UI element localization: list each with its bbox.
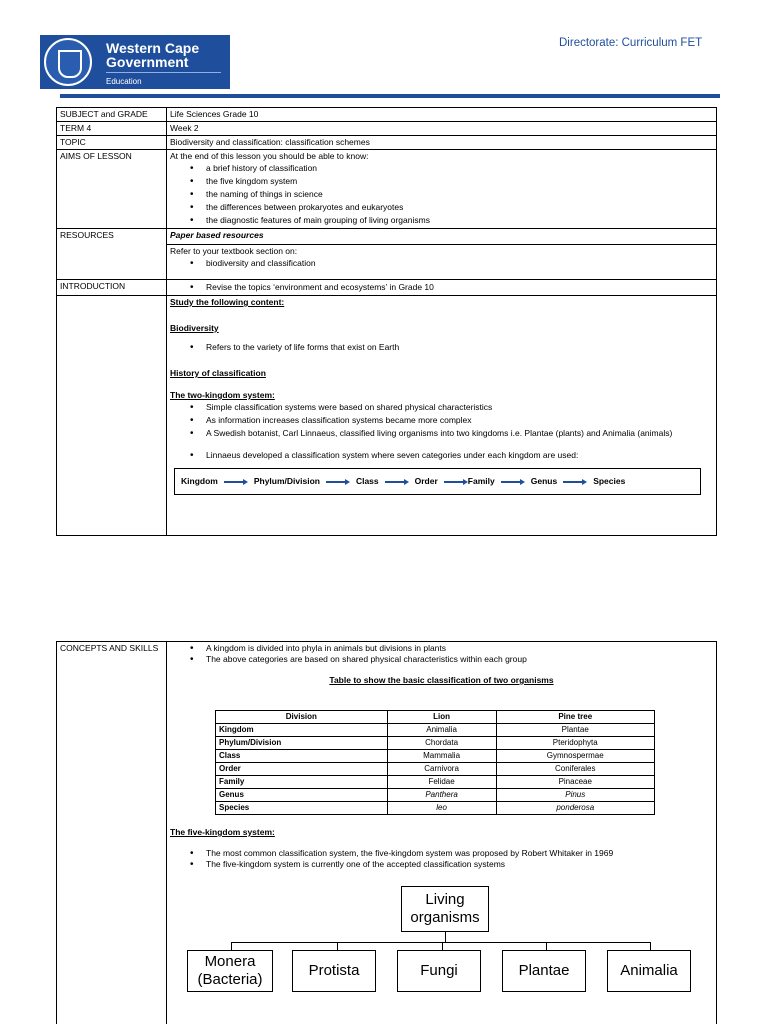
table-row: [57, 150, 717, 229]
header-lion: Lion: [387, 711, 496, 724]
list-item: • the five kingdom system: [190, 175, 713, 188]
table-cell: leo: [387, 802, 496, 815]
header-division: Division: [216, 711, 388, 724]
table-cell: ponderosa: [496, 802, 655, 815]
table-cell: Pteridophyta: [496, 737, 655, 750]
table-row: [216, 750, 655, 763]
kingdom-box-animalia: Animalia: [607, 950, 691, 992]
table-row: [216, 763, 655, 776]
kingdom-box-fungi: Fungi: [397, 950, 481, 992]
table-cell: Animalia: [387, 724, 496, 737]
arrow-right-icon: [326, 478, 350, 486]
concepts-cell: [167, 642, 717, 1024]
table-row: [57, 296, 717, 536]
subject-value: Life Sciences Grade 10: [167, 108, 717, 122]
table-cell: Plantae: [496, 724, 655, 737]
arrow-right-icon: [563, 478, 587, 486]
arrow-right-icon: [224, 478, 248, 486]
table-row: [57, 136, 717, 150]
hierarchy-order: Order: [414, 476, 438, 486]
tree-connector: [231, 942, 650, 943]
topic-value: Biodiversity and classification: classification schemes: [167, 136, 717, 150]
concepts-label: CONCEPTS AND SKILLS: [57, 642, 167, 1024]
table-cell: Panthera: [387, 789, 496, 802]
table-cell: Genus: [216, 789, 388, 802]
subject-label: SUBJECT and GRADE: [57, 108, 167, 122]
taxonomy-hierarchy: [174, 468, 701, 495]
table-cell: Pinaceae: [496, 776, 655, 789]
table-cell: Carnivora: [387, 763, 496, 776]
history-heading: History of classification: [170, 368, 266, 378]
hierarchy-kingdom: Kingdom: [181, 476, 218, 486]
table-cell: Phylum/Division: [216, 737, 388, 750]
org-name-line2: Government: [106, 54, 189, 70]
classification-table: [215, 710, 655, 815]
table-cell: Class: [216, 750, 388, 763]
term-label: TERM 4: [57, 122, 167, 136]
table-cell: Family: [216, 776, 388, 789]
resources-label: RESOURCES: [57, 229, 167, 280]
list-item: • Linnaeus developed a classification system where seven categories under each kingdom are used:: [190, 449, 713, 462]
tree-connector: [546, 942, 547, 950]
two-kingdom-heading: The two-kingdom system:: [170, 390, 275, 400]
tree-connector: [231, 942, 232, 950]
list-item: • the diagnostic features of main grouping of living organisms: [190, 214, 713, 227]
kingdom-box-monera: Monera (Bacteria): [187, 950, 273, 992]
hierarchy-genus: Genus: [530, 476, 558, 486]
refer-intro: Refer to your textbook section on:: [170, 246, 298, 256]
tree-connector: [442, 942, 443, 950]
hierarchy-class: Class: [355, 476, 379, 486]
wcg-logo: [40, 35, 230, 89]
aims-intro: At the end of this lesson you should be able to know:: [170, 151, 369, 161]
classification-table-title: Table to show the basic classification of two organisms: [329, 675, 554, 685]
root-line2: organisms: [410, 909, 480, 926]
table-row: [57, 229, 717, 245]
table-cell: Gymnospermae: [496, 750, 655, 763]
table-row: [57, 122, 717, 136]
header-pine-tree: Pine tree: [496, 711, 655, 724]
five-kingdom-list: [170, 848, 713, 870]
table-row: [57, 642, 717, 1024]
list-item: • The most common classification system, the five-kingdom system was proposed by Robert Whitaker in 1969: [190, 848, 713, 859]
table-cell: Pinus: [496, 789, 655, 802]
arrow-right-icon: [444, 478, 468, 486]
table-cell: Species: [216, 802, 388, 815]
biodiversity-heading: Biodiversity: [170, 323, 219, 333]
five-kingdom-diagram: [170, 886, 713, 1001]
refer-list: [170, 257, 713, 270]
content-cell: [167, 296, 717, 536]
kingdom-box-protista: Protista: [292, 950, 376, 992]
table-row: [216, 789, 655, 802]
list-item: • a brief history of classification: [190, 162, 713, 175]
table-cell: Chordata: [387, 737, 496, 750]
table-row: [216, 737, 655, 750]
concepts-list: [170, 643, 713, 665]
list-item: • the differences between prokaryotes and eukaryotes: [190, 201, 713, 214]
directorate-label: Directorate: Curriculum FET: [559, 37, 703, 49]
hierarchy-phylum: Phylum/Division: [253, 476, 320, 486]
org-name-line1: Western Cape: [106, 40, 200, 56]
arrow-right-icon: [501, 478, 525, 486]
table-row: [216, 776, 655, 789]
tree-connector: [650, 942, 651, 950]
org-department: Education: [106, 77, 142, 86]
list-item: • Refers to the variety of life forms that exist on Earth: [190, 341, 713, 354]
list-item: • A Swedish botanist, Carl Linnaeus, classified living organisms into two kingdoms i.e. Plantae (plants) and Animalia (animals): [190, 427, 693, 440]
table-cell: Order: [216, 763, 388, 776]
list-item: • Revise the topics ‘environment and ecosystems’ in Grade 10: [190, 281, 713, 294]
table-cell: Felidae: [387, 776, 496, 789]
intro-list: [170, 281, 713, 294]
coat-of-arms-icon: [44, 38, 92, 86]
aims-label: AIMS OF LESSON: [57, 150, 167, 229]
term-value: Week 2: [167, 122, 717, 136]
introduction-label: INTRODUCTION: [57, 280, 167, 296]
hierarchy-species: Species: [593, 476, 626, 486]
table-row: [57, 108, 717, 122]
two-kingdom-list: [170, 401, 713, 440]
arrow-right-icon: [385, 478, 409, 486]
five-kingdom-heading: The five-kingdom system:: [170, 827, 275, 837]
linnaeus-list: [170, 449, 713, 462]
biodiversity-list: [170, 341, 713, 354]
logo-divider: [106, 72, 221, 73]
root-box: [401, 886, 489, 932]
list-item: • The above categories are based on shared physical characteristics within each group: [190, 654, 713, 665]
list-item: • A kingdom is divided into phyla in animals but divisions in plants: [190, 643, 713, 654]
root-line1: Living: [425, 891, 465, 908]
concepts-table: [56, 641, 717, 1024]
table-cell: Kingdom: [216, 724, 388, 737]
kingdom-box-plantae: Plantae: [502, 950, 586, 992]
tree-connector: [337, 942, 338, 950]
tree-connector: [445, 932, 446, 942]
table-cell: Mammalia: [387, 750, 496, 763]
list-item: • biodiversity and classification: [190, 257, 713, 270]
table-row: [57, 280, 717, 296]
list-item: • the naming of things in science: [190, 188, 713, 201]
lesson-plan-table: [56, 107, 717, 536]
table-row: [216, 802, 655, 815]
study-heading: Study the following content:: [170, 297, 285, 307]
table-row: [216, 724, 655, 737]
list-item: • As information increases classification systems became more complex: [190, 414, 693, 427]
list-item: • Simple classification systems were based on shared physical characteristics: [190, 401, 693, 414]
list-item: • The five-kingdom system is currently one of the accepted classification systems: [190, 859, 713, 870]
aims-list: [170, 162, 713, 227]
resources-value: Paper based resources: [167, 229, 717, 245]
table-header-row: [216, 711, 655, 724]
hierarchy-family: Family: [467, 476, 495, 486]
header-rule: [60, 94, 720, 98]
table-cell: Coniferales: [496, 763, 655, 776]
topic-label: TOPIC: [57, 136, 167, 150]
